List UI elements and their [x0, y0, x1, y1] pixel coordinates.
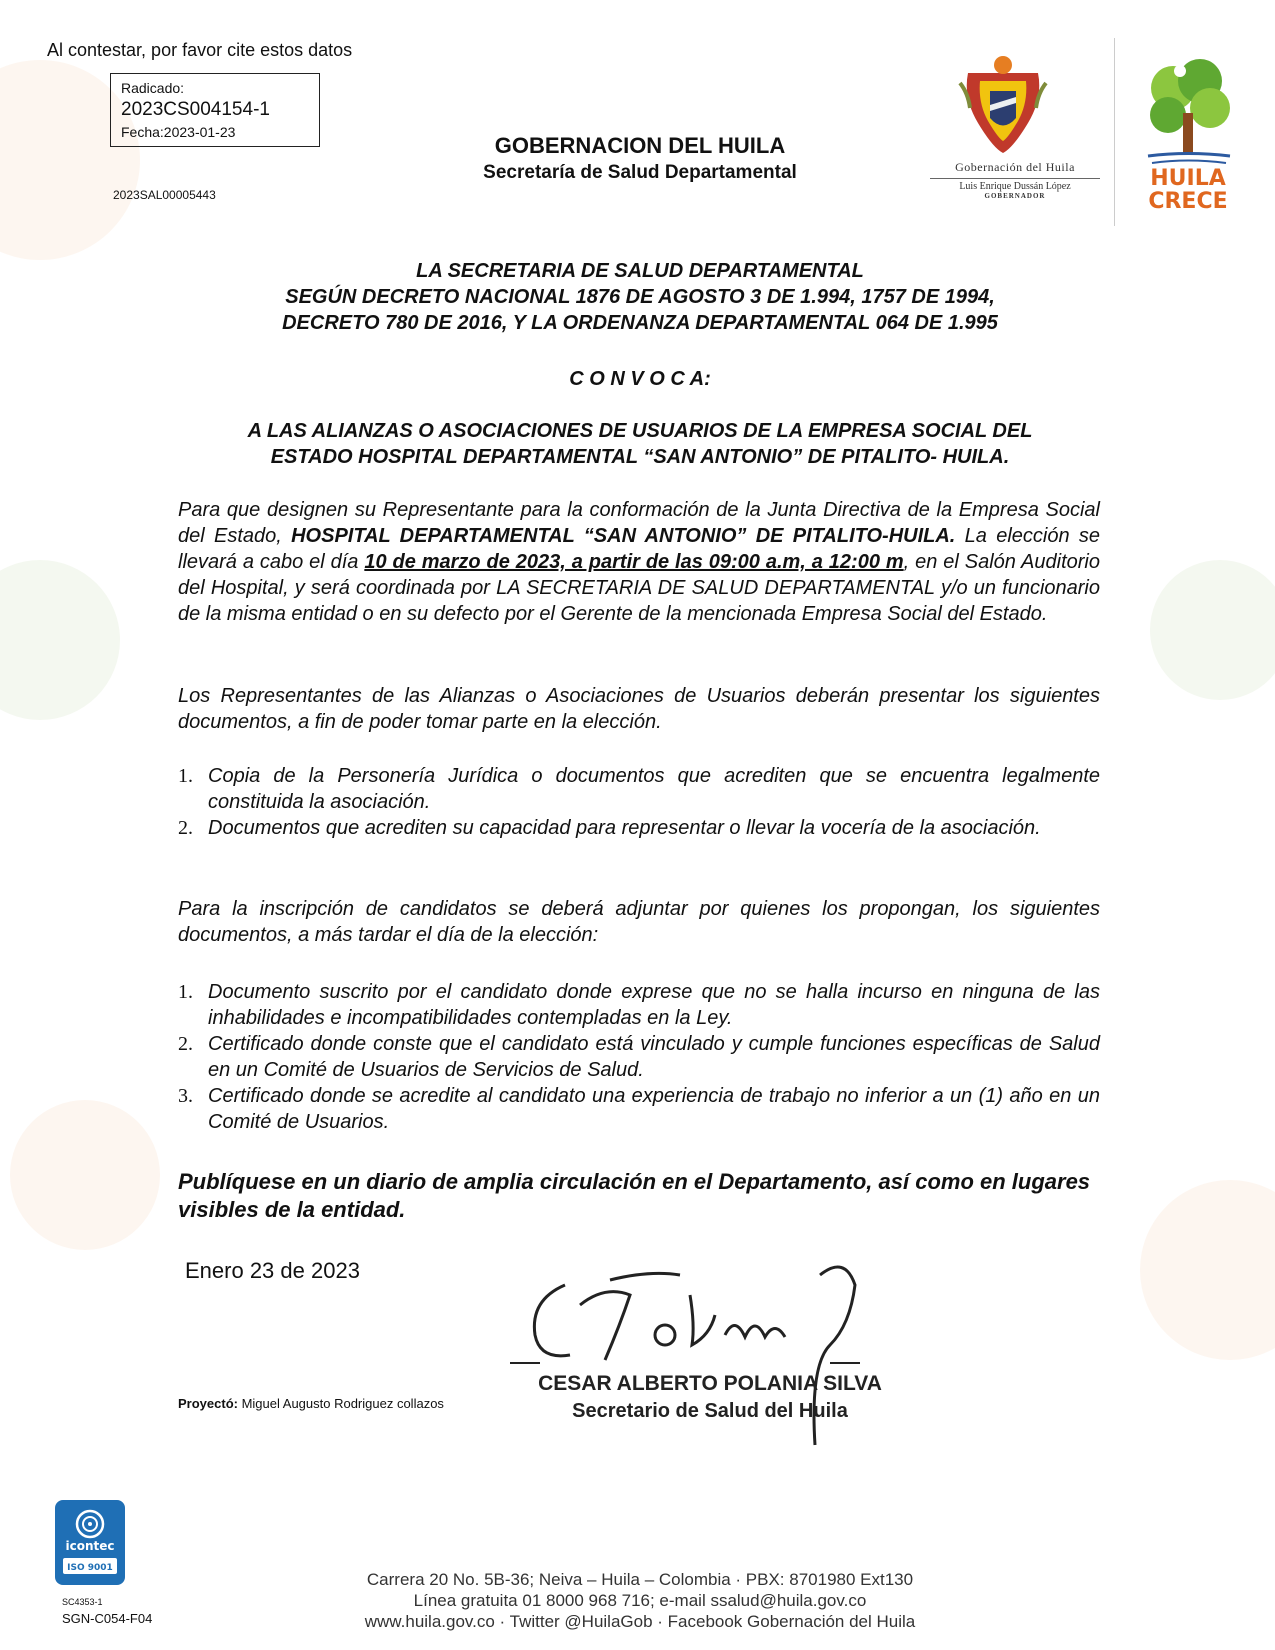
- coat-of-arms-icon: [958, 53, 1048, 157]
- background-decoration: [10, 1100, 160, 1250]
- list-item-number: 1.: [178, 765, 193, 787]
- background-decoration: [1150, 560, 1275, 700]
- crest-caption: [930, 160, 1100, 200]
- required-documents-list: [178, 763, 1100, 841]
- paragraph-2: Los Representantes de las Alianzas o Asociaciones de Usuarios deberán presentar los siguientes documentos, a fin de poder tomar parte en la elección.: [178, 685, 1100, 733]
- hospital-name: HOSPITAL DEPARTAMENTAL “SAN ANTONIO” DE PITALITO-HUILA.: [291, 525, 956, 547]
- list-item: [178, 815, 1100, 841]
- paragraph-3: Para la inscripción de candidatos se deberá adjuntar por quienes los propongan, los siguientes documentos, a más tardar el día de la elección:: [178, 898, 1100, 946]
- list-item-number: 1.: [178, 981, 193, 1003]
- projected-by-label: Proyectó:: [178, 1396, 238, 1411]
- reply-note: Al contestar, por favor cite estos datos: [47, 40, 353, 60]
- radicado-label: Radicado:: [121, 80, 185, 96]
- list-item: [178, 1083, 1100, 1135]
- target-line-1: A LAS ALIANZAS O ASOCIACIONES DE USUARIOS DE LA EMPRESA SOCIAL DEL: [247, 420, 1033, 442]
- list-item: [178, 1031, 1100, 1083]
- projected-by: [178, 1396, 444, 1411]
- crest-caption-title: Gobernación del Huila: [955, 160, 1075, 174]
- handwritten-signature: [510, 1245, 890, 1465]
- paragraph-1-part-a: Para que designen su Representante para la conformación de la Junta Directiva de la Empresa Social del Estado,: [178, 499, 1100, 547]
- crece-logo-text: CRECE: [1148, 189, 1228, 213]
- list-item-text: Documento suscrito por el candidato donde exprese que no se halla incurso en ninguna de las inhabilidades e incompatibilidades contempladas en la Ley.: [208, 981, 1100, 1029]
- icontec-certificate-code: SC4353-1: [62, 1597, 103, 1607]
- convoca-heading: C O N V O C A:: [569, 368, 711, 390]
- signer-role: Secretario de Salud del Huila: [572, 1400, 848, 1422]
- crest-caption-role: GOBERNADOR: [984, 192, 1046, 200]
- radicado-number: 2023CS004154-1: [121, 99, 270, 120]
- list-item-number: 3.: [178, 1085, 193, 1107]
- icontec-label: icontec: [65, 1539, 115, 1553]
- icontec-iso-9001-icon: [55, 1500, 125, 1585]
- heading-line-3: DECRETO 780 DE 2016, Y LA ORDENANZA DEPARTAMENTAL 064 DE 1.995: [282, 312, 998, 334]
- radicado-date: Fecha:2023-01-23: [121, 124, 236, 140]
- list-item-number: 2.: [178, 1033, 193, 1055]
- footer-web-social: www.huila.gov.co · Twitter @HuilaGob · Facebook Gobernación del Huila: [364, 1612, 916, 1631]
- heading-line-2: SEGÚN DECRETO NACIONAL 1876 DE AGOSTO 3 DE 1.994, 1757 DE 1994,: [285, 286, 995, 308]
- gov-subtitle: Secretaría de Salud Departamental: [483, 162, 797, 183]
- list-item-text: Certificado donde conste que el candidato está vinculado y cumple funciones específicas de Salud en un Comité de Usuarios de Servicios de Salud.: [208, 1033, 1100, 1081]
- footer-phone-email: Línea gratuita 01 8000 968 716; e-mail ssalud@huila.gov.co: [413, 1591, 867, 1610]
- list-item-text: Documentos que acrediten su capacidad para representar o llevar la vocería de la asociación.: [208, 817, 1041, 839]
- paragraph-1: [178, 497, 1100, 627]
- projected-by-name: Miguel Augusto Rodriguez collazos: [237, 1396, 444, 1411]
- sgn-code: SGN-C054-F04: [62, 1611, 153, 1626]
- document-date: Enero 23 de 2023: [185, 1258, 360, 1283]
- list-item-text: Copia de la Personería Jurídica o documentos que acrediten que se encuentra legalmente constituida la asociación.: [208, 765, 1100, 813]
- background-decoration: [1140, 1180, 1275, 1360]
- list-item-text: Certificado donde se acredite al candidato una experiencia de trabajo no inferior a un (1) año en un Comité de Usuarios.: [208, 1085, 1100, 1133]
- paragraph-1-part-c: La elección se llevará a cabo el día: [178, 525, 1101, 573]
- iso-label: ISO 9001: [67, 1563, 113, 1573]
- target-line-2: ESTADO HOSPITAL DEPARTAMENTAL “SAN ANTONIO” DE PITALITO- HUILA.: [270, 446, 1010, 468]
- huila-crece-logo: [1138, 53, 1238, 213]
- header-divider: [1114, 38, 1115, 226]
- signer-name: CESAR ALBERTO POLANIA SILVA: [538, 1372, 882, 1395]
- list-item: [178, 979, 1100, 1031]
- radicado-box: [110, 73, 320, 147]
- candidate-documents-list: [178, 979, 1100, 1135]
- gov-title: GOBERNACION DEL HUILA: [494, 133, 786, 158]
- list-item-number: 2.: [178, 817, 193, 839]
- heading-line-1: LA SECRETARIA DE SALUD DEPARTAMENTAL: [416, 260, 864, 282]
- background-decoration: [0, 560, 120, 720]
- publication-notice: Publíquese en un diario de amplia circulación en el Departamento, así como en lugares visibles de la entidad.: [178, 1169, 1091, 1222]
- crest-caption-governor: Luis Enrique Dussán López: [930, 178, 1100, 192]
- huila-logo-text: HUILA: [1150, 166, 1226, 191]
- election-date: 10 de marzo de 2023, a partir de las 09:00 a.m, a 12:00 m: [364, 551, 904, 573]
- paragraph-1-part-e: , en el Salón Auditorio del Hospital, y será coordinada por LA SECRETARIA DE SALUD DEPARTAMENTAL y/o un funcionario de la misma entidad o en su defecto por el Gerente de la mencionada Empresa Social del Estado.: [178, 551, 1100, 625]
- footer-contact: [320, 1569, 960, 1632]
- list-item: [178, 763, 1100, 815]
- footer-address: Carrera 20 No. 5B-36; Neiva – Huila – Colombia · PBX: 8701980 Ext130: [366, 1570, 914, 1589]
- sal-code: 2023SAL00005443: [113, 188, 216, 202]
